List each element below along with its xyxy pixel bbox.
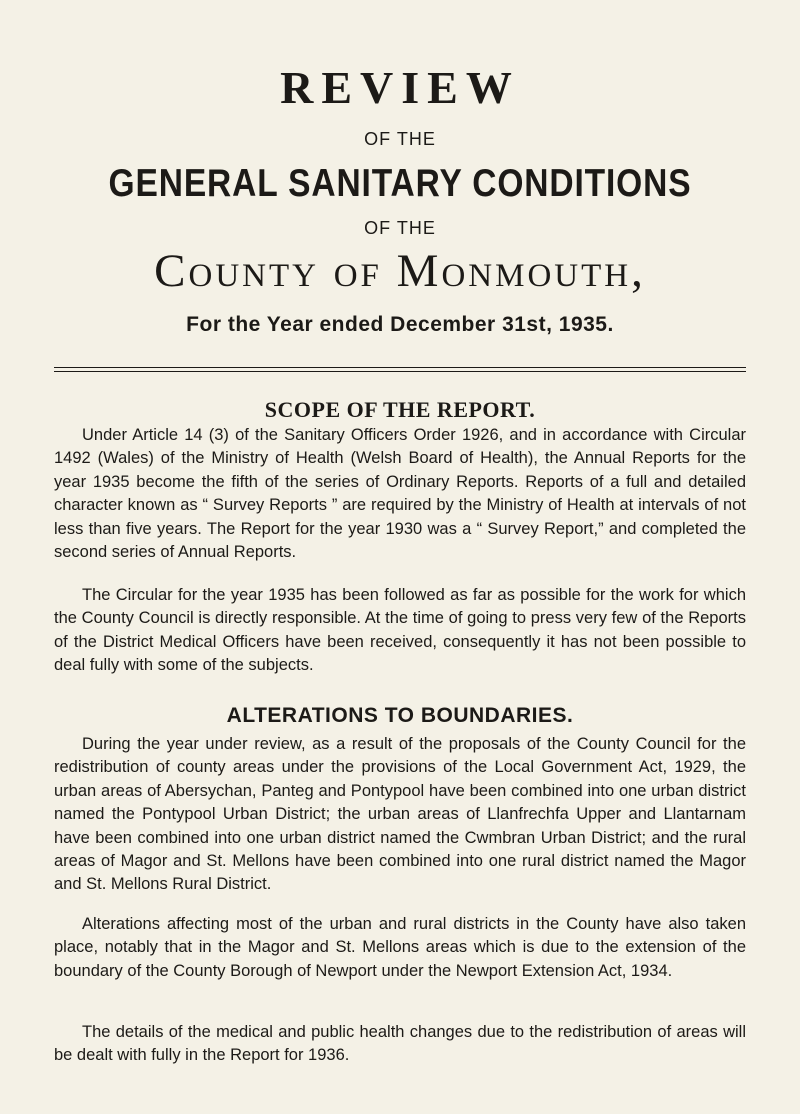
alterations-paragraph-1: During the year under review, as a result of the proposals of the County Council for the redistribution of county areas under the provisions of the Local Government Act, 1929, the urban areas of Abersychan, Panteg and Pontypool have been combined into one urban district named the Pontypool Urban District; the urban areas of Llanfrechfa Upper and Llantarnam have been combined into one urban district named the Cwmbran Urban District; and the rural areas of Magor and St. Mellons have been combined into one rural district named the Magor and St. Mellons Rural District. <box>54 735 746 894</box>
year-line: For the Year ended December 31st, 1935. <box>186 313 614 336</box>
alterations-paragraph-3: The details of the medical and public health changes due to the redistribution of areas will be dealt with fully in the Report for 1936. <box>54 1023 746 1065</box>
scope-paragraph-2: The Circular for the year 1935 has been followed as far as possible for the work for which the County Council is directly responsible. At the time of going to press very few of the Reports of the District Medical Officers have been received, consequently it has not been possible to deal fully with some of the subjects. <box>54 586 746 675</box>
of-the-line-2: OF THE <box>364 218 436 238</box>
alterations-heading: ALTERATIONS TO BOUNDARIES. <box>226 704 574 727</box>
divider-bottom <box>54 371 746 372</box>
of-the-line-1: OF THE <box>364 129 436 149</box>
scope-heading: SCOPE OF THE REPORT. <box>264 397 536 422</box>
county-title: County of Monmouth, <box>154 245 646 297</box>
alterations-paragraph-2: Alterations affecting most of the urban and rural districts in the County have also taken place, notably that in the Magor and St. Mellons areas which is due to the extension of the boundary of the County Borough of Newport under the Newport Extension Act, 1934. <box>54 915 746 980</box>
review-title: REVIEW <box>280 62 520 113</box>
scope-paragraph-1: Under Article 14 (3) of the Sanitary Officers Order 1926, and in accordance with Circular 1492 (Wales) of the Ministry of Health (Welsh Board of Health), the Annual Reports for the year 1935 become the fifth of the series of Ordinary Reports. Reports of a full and detailed character known as “ Survey Reports ” are required by the Ministry of Health at intervals of not less than five years. The Report for the year 1930 was a “ Survey Report,” and completed the second series of Annual Reports. <box>54 426 746 562</box>
main-title: GENERAL SANITARY CONDITIONS <box>108 162 692 205</box>
divider-top <box>54 367 746 368</box>
